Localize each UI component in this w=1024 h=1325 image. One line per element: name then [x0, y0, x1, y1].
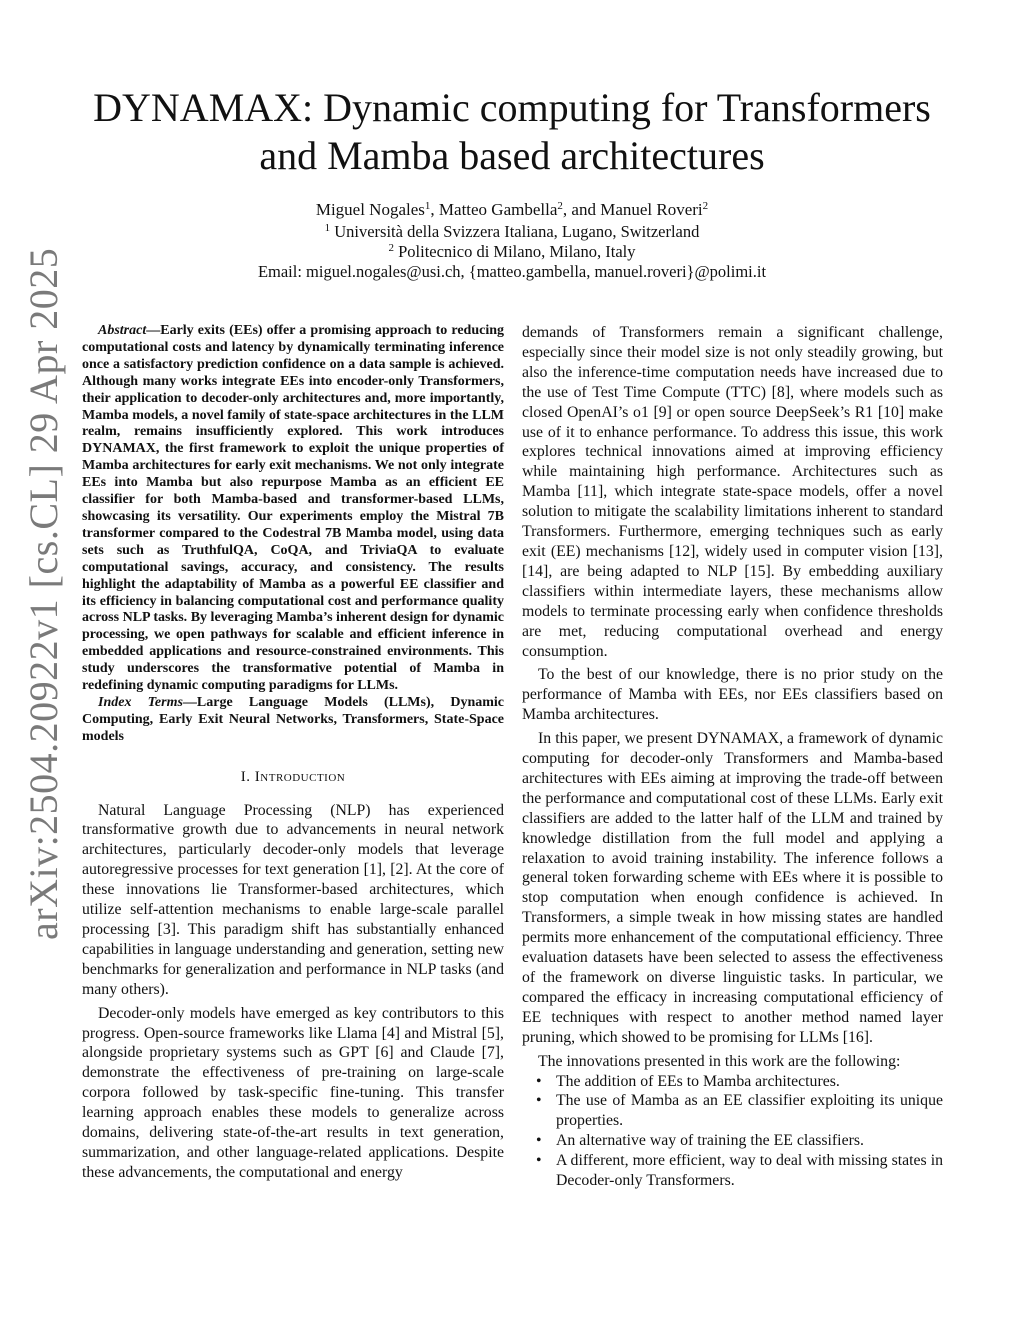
intro-paragraph-5: The innovations presented in this work are the following: — [538, 1052, 901, 1070]
intro-paragraph-2: Decoder-only models have emerged as key contributors to this progress. Open-source frameworks like Llama [4] and Mistral [5], alongside proprietary systems such as GPT [6] and Claude [7], demonstrate the effectiveness of pre-training on large-scale corpora followed by task-specific fine-tuning. This transfer learning approach enables these models to generalize across domains, delivering state-of-the-art results in text generation, summarization, and other language-related applications. Despite these advancements, the computational and energy — [82, 1004, 504, 1181]
author-3: Manuel Roveri — [600, 200, 703, 219]
right-column — [522, 323, 943, 1191]
title-line-1: DYNAMAX: Dynamic computing for Transformers — [93, 85, 931, 130]
section-heading-introduction — [82, 768, 504, 788]
intro-paragraph-3: To the best of our knowledge, there is no prior study on the performance of Mamba with EEs, nor EEs classifiers based on Mamba architectures. — [522, 666, 943, 724]
affiliation-1-marker: 1 — [324, 222, 331, 234]
author-2-affiliation: 2 — [557, 200, 563, 212]
abstract-label: Abstract — [98, 323, 147, 338]
abstract — [82, 323, 504, 695]
list-item: • An alternative way of training the EE classifiers. — [556, 1131, 943, 1151]
list-item: • The addition of EEs to Mamba architectures. — [556, 1072, 943, 1092]
affiliation-2 — [60, 242, 964, 262]
intro-paragraph-4: In this paper, we present DYNAMAX, a framework of dynamic computing for decoder-only Transformers and Mamba-based architectures with EEs aiming at improving the trade-off between the performance and computational cost of these LLMs. Early exit classifiers are added to the latter half of the LLM and trained by knowledge distillation from the full model and applying a relaxation to avoid training instability. The inference follows a general token forwarding scheme with EEs where it is possible to stop computation when enough confidence is achieved. In Transformers, a simple tweak in how missing states are handled permits more enhancement of the computational efficiency. Three evaluation datasets have been selected to assess the effectiveness of the framework on diverse linguistic tasks. In particular, we compared the efficacy in increasing computational efficiency of EE techniques with respect to another method named layer pruning, which showed to be promising for LLMs [16]. — [522, 730, 943, 1046]
section-title: Introduction — [254, 768, 346, 785]
index-terms-label: Index Terms — [98, 694, 183, 710]
affiliation-2-marker: 2 — [388, 242, 394, 254]
index-terms — [82, 695, 504, 746]
author-1: Miguel Nogales — [315, 200, 425, 219]
affiliation-1 — [60, 222, 964, 242]
author-3-affiliation: 2 — [702, 200, 709, 212]
affiliation-2-text: Politecnico di Milano, Milano, Italy — [393, 242, 636, 261]
index-terms-text: —Large Language Models (LLMs), Dynamic Computing, Early Exit Neural Networks, Transformers, State-Space models — [82, 694, 504, 744]
list-item: • A different, more efficient, way to deal with missing states in Decoder-only Transformers. — [556, 1151, 943, 1191]
author-1-affiliation: 1 — [424, 200, 431, 212]
intro-paragraph-1: Natural Language Processing (NLP) has experienced transformative growth due to advancements in neural network architectures, particularly decoder-only models that leverage autoregressive processes for text generation [1], [2]. At the core of these innovations lie Transformer-based architectures, which utilize self-attention mechanisms to enable large-scale parallel processing [3]. This paradigm shift has substantially enhanced capabilities in language understanding and generation, setting new benchmarks for generalization and performance in NLP tasks (and many others). — [82, 801, 504, 998]
abstract-text: —Early exits (EEs) offer a promising approach to reducing computational costs and latency by dynamically terminating inference once a satisfactory prediction confidence on a data sample is achieved. Although many works integrate EEs into encoder-only Transformers, their application to decoder-only architectures and, more importantly, Mamba models, a novel family of state-space architectures in the LLM realm, remains insufficiently explored. This work introduces DYNAMAX, the first framework to exploit the unique properties of Mamba architectures for early exit mechanisms. We not only integrate EEs into Mamba but also repurpose Mamba as an efficient EE classifier for both Mamba-based and transformer-based LLMs, showcasing its versatility. Our experiments employ the Mistral 7B transformer compared to the Codestral 7B Mamba model, using data sets such as TruthfulQA, CoQA, and TriviaQA to evaluate computational savings, accuracy, and consistency. The results highlight the adaptability of Mamba as a powerful EE classifier and its efficiency in balancing computational cost and performance quality across NLP tasks. By leveraging Mamba’s inherent design for dynamic processing, we open pathways for scalable and efficient inference in embedded applications and resource-constrained environments. This study underscores the transformative potential of Mamba in redefining dynamic computing paradigms for LLMs. — [82, 323, 504, 694]
section-number: I. — [240, 768, 255, 785]
arxiv-identifier: arXiv:2504.20922v1 [cs.CL] 29 Apr 2025 — [21, 247, 66, 940]
author-separator: , — [430, 200, 439, 219]
email-line: Email: miguel.nogales@usi.ch, {matteo.gambella, manuel.roveri}@polimi.it — [257, 262, 767, 281]
title-line-2: and Mamba based architectures — [259, 133, 765, 178]
author-block — [60, 200, 964, 282]
innovations-list — [522, 1072, 943, 1191]
author-names — [60, 200, 964, 220]
author-2: Matteo Gambella — [438, 200, 558, 219]
author-separator: , and — [562, 200, 601, 219]
affiliation-1-text: Università della Svizzera Italiana, Lugano, Switzerland — [330, 222, 700, 241]
list-item: • The use of Mamba as an EE classifier exploiting its unique properties. — [556, 1091, 943, 1131]
intro-paragraph-continued: demands of Transformers remain a significant challenge, especially since their model size is not only steadily growing, but also the inference-time computation needs have increased due to the use of Test Time Compute (TTC) [8], where models such as closed OpenAI’s o1 [9] or open source DeepSeek’s R1 [10] make use of it to enhance performance. To address this issue, this work explores technical innovations aimed at improving efficiency while maintaining high performance. Architectures such as Mamba [11], which integrate state-space models, offer a novel solution to mitigate the scalability limitations inherent to standard Transformers. Furthermore, emerging techniques such as early exit (EE) mechanisms [12], widely used in computer vision [13], [14], are being adapted to NLP [15]. By embedding auxiliary classifiers within intermediate layers, these mechanisms allow models to terminate processing early when confidence thresholds are met, reducing computational overhead and energy consumption. — [522, 324, 943, 660]
left-column — [82, 323, 504, 1183]
paper-title — [60, 84, 964, 180]
